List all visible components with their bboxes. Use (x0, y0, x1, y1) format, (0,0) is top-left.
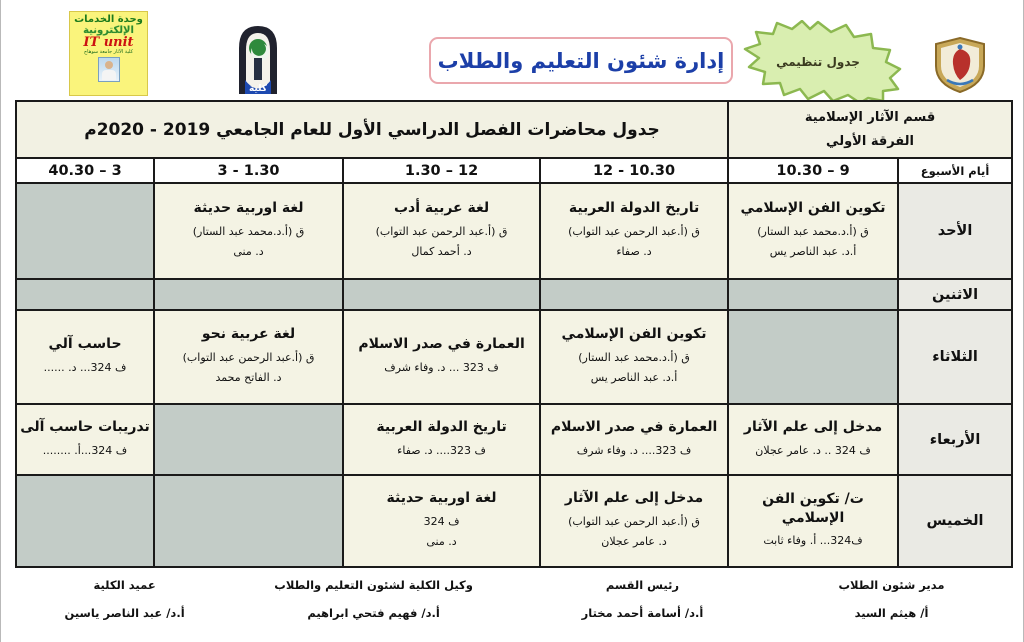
it-unit-line3: IT unit (83, 35, 134, 50)
subject: حاسب آلي (48, 336, 122, 353)
empty-cell (154, 475, 343, 567)
empty-cell (728, 310, 898, 404)
subject: لغة اوربية حديثة (193, 199, 304, 216)
subject: تكوين الفن الإسلامي (561, 325, 707, 342)
subject: ت/ تكوين الفن الإسلامي (762, 490, 864, 526)
empty-cell (154, 279, 343, 310)
schedule-cell (154, 183, 343, 279)
lecturer: د. منى (426, 535, 457, 549)
schedule-cell (540, 310, 728, 404)
empty-cell (16, 279, 154, 310)
schedule-cell (16, 404, 154, 475)
signature-row (15, 572, 1011, 627)
signature-title: رئيس القسم (605, 578, 680, 592)
room-lecturer: ف 323 ... د. وفاء شرف (384, 361, 499, 374)
room-lecturer: ف 324... د. ...... (43, 361, 127, 374)
university-crest-icon (930, 36, 990, 94)
lecturer: ق (أ.عبد الرحمن عبد التواب) (568, 224, 700, 238)
lecturer: ق (أ.د.محمد عبد الستار) (757, 224, 869, 238)
schedule-cell (154, 310, 343, 404)
subject: العمارة في صدر الاسلام (550, 418, 718, 435)
college-logo-caption: كلية (248, 84, 268, 94)
signature-title: وكيل الكلية لشئون التعليم والطلاب (274, 578, 473, 592)
signature-vice-dean (234, 572, 513, 627)
empty-cell (728, 279, 898, 310)
signature-title: مدير شئون الطلاب (838, 578, 945, 592)
room: ف 324 (423, 514, 460, 528)
page-header (1, 0, 1023, 99)
table-title: جدول محاضرات الفصل الدراسي الأول للعام الجامعي 2019 - 2020م (16, 101, 728, 158)
table-row (16, 475, 1012, 567)
schedule-cell (540, 183, 728, 279)
lecturer: ق (أ.عبد الرحمن عبد التواب) (375, 224, 508, 238)
admin-title-text: إدارة شئون التعليم والطلاب (437, 48, 725, 73)
subject: لغة عربية أدب (393, 199, 490, 216)
admin-title-banner (429, 37, 733, 84)
signature-dean (15, 572, 234, 627)
schedule-cell (728, 183, 898, 279)
schedule-cell (16, 310, 154, 404)
room-lecturer: ف 323.... د. صفاء (397, 443, 486, 457)
schedule-cell (728, 404, 898, 475)
starburst-label: جدول تنظيمي (776, 54, 860, 69)
room-lecturer: ف 324 .. د. عامر عجلان (755, 443, 871, 457)
schedule-cell (728, 475, 898, 567)
day-cell-tuesday: الثلاثاء (898, 310, 1012, 404)
lecturer: ق (أ.عبد الرحمن عبد التواب) (568, 514, 700, 528)
schedule-cell (343, 475, 540, 567)
subject: تدريبات حاسب آلى (20, 418, 150, 435)
signature-name: أ.د/ عبد الناصر ياسين (64, 605, 185, 620)
day-cell-monday: الاثنين (898, 279, 1012, 310)
lecturer: د. صفاء (616, 245, 652, 259)
empty-cell (540, 279, 728, 310)
table-row (16, 310, 1012, 404)
schedule-cell (540, 404, 728, 475)
subject: تكوين الفن الإسلامي (740, 199, 886, 216)
time-slot-header: 40.30 – 3 (16, 158, 154, 183)
table-row (16, 183, 1012, 279)
time-slot-header: 3 - 1.30 (154, 158, 343, 183)
table-row (16, 404, 1012, 475)
subject: تاريخ الدولة العربية (568, 199, 700, 216)
lecturer: ق (أ.د.محمد عبد الستار) (578, 350, 690, 364)
it-unit-logo (69, 11, 148, 96)
room-lecturer: ف 324...أ. ........ (42, 443, 128, 457)
subject: مدخل إلى علم الآثار (743, 418, 883, 435)
table-row (16, 279, 1012, 310)
room-lecturer: ف 323.... د. وفاء شرف (576, 443, 692, 457)
subject: العمارة في صدر الاسلام (358, 336, 525, 353)
time-slot-header: 12 - 10.30 (540, 158, 728, 183)
empty-cell (16, 183, 154, 279)
schedule-cell (343, 404, 540, 475)
day-cell-wednesday: الأربعاء (898, 404, 1012, 475)
time-slot-header: 10.30 – 9 (728, 158, 898, 183)
schedule-cell (540, 475, 728, 567)
lecturer: أ.د. عبد الناصر يس (769, 245, 857, 259)
lecturer: د. أحمد كمال (411, 245, 472, 259)
schedule-cell (343, 183, 540, 279)
lecturer: أ.د. عبد الناصر يس (590, 371, 678, 385)
day-cell-sunday: الأحد (898, 183, 1012, 279)
subject: تاريخ الدولة العربية (376, 418, 507, 435)
signature-name: أ/ هيثم السيد (854, 605, 929, 620)
empty-cell (154, 404, 343, 475)
day-cell-thursday: الخميس (898, 475, 1012, 567)
signature-name: أ.د/ أسامة أحمد مختار (581, 605, 704, 620)
lecturer: د. الفاتح محمد (215, 371, 282, 385)
subject: لغة عربية نحو (201, 325, 296, 342)
department-cell (728, 101, 1012, 158)
time-slot-header: 1.30 – 12 (343, 158, 540, 183)
schedule-cell (343, 310, 540, 404)
room-lecturer: ف324... أ. وفاء ثابت (763, 534, 863, 548)
signature-student-affairs-manager (772, 572, 1011, 627)
lecturer: د. عامر عجلان (601, 535, 667, 549)
subject: مدخل إلى علم الآثار (564, 489, 704, 506)
lecturer: ق (أ.د.محمد عبد الستار) (192, 224, 305, 238)
days-column-header: أيام الأسبوع (898, 158, 1012, 183)
starburst-badge (732, 20, 904, 103)
signature-title: عميد الكلية (93, 578, 156, 592)
empty-cell (16, 475, 154, 567)
department-name: قسم الآثار الإسلامية (804, 110, 936, 126)
it-unit-line1: وحدة الخدمات (74, 14, 143, 25)
signature-department-head (513, 572, 772, 627)
year-level: الفرقة الأولي (826, 133, 914, 149)
college-logo-icon (225, 22, 291, 96)
lecturer: د. منى (233, 245, 264, 259)
lecturer: ق (أ.عبد الرحمن عبد التواب) (182, 350, 315, 364)
it-unit-line2: الإلكترونية (83, 24, 134, 36)
it-unit-line4: كلية الآثار جامعة سوهاج (83, 48, 134, 55)
it-unit-photo (98, 57, 120, 82)
schedule-table (15, 100, 1013, 568)
subject: لغة اوربية حديثة (386, 489, 497, 506)
signature-name: أ.د/ فهيم فتحي ابراهيم (307, 605, 440, 620)
empty-cell (343, 279, 540, 310)
